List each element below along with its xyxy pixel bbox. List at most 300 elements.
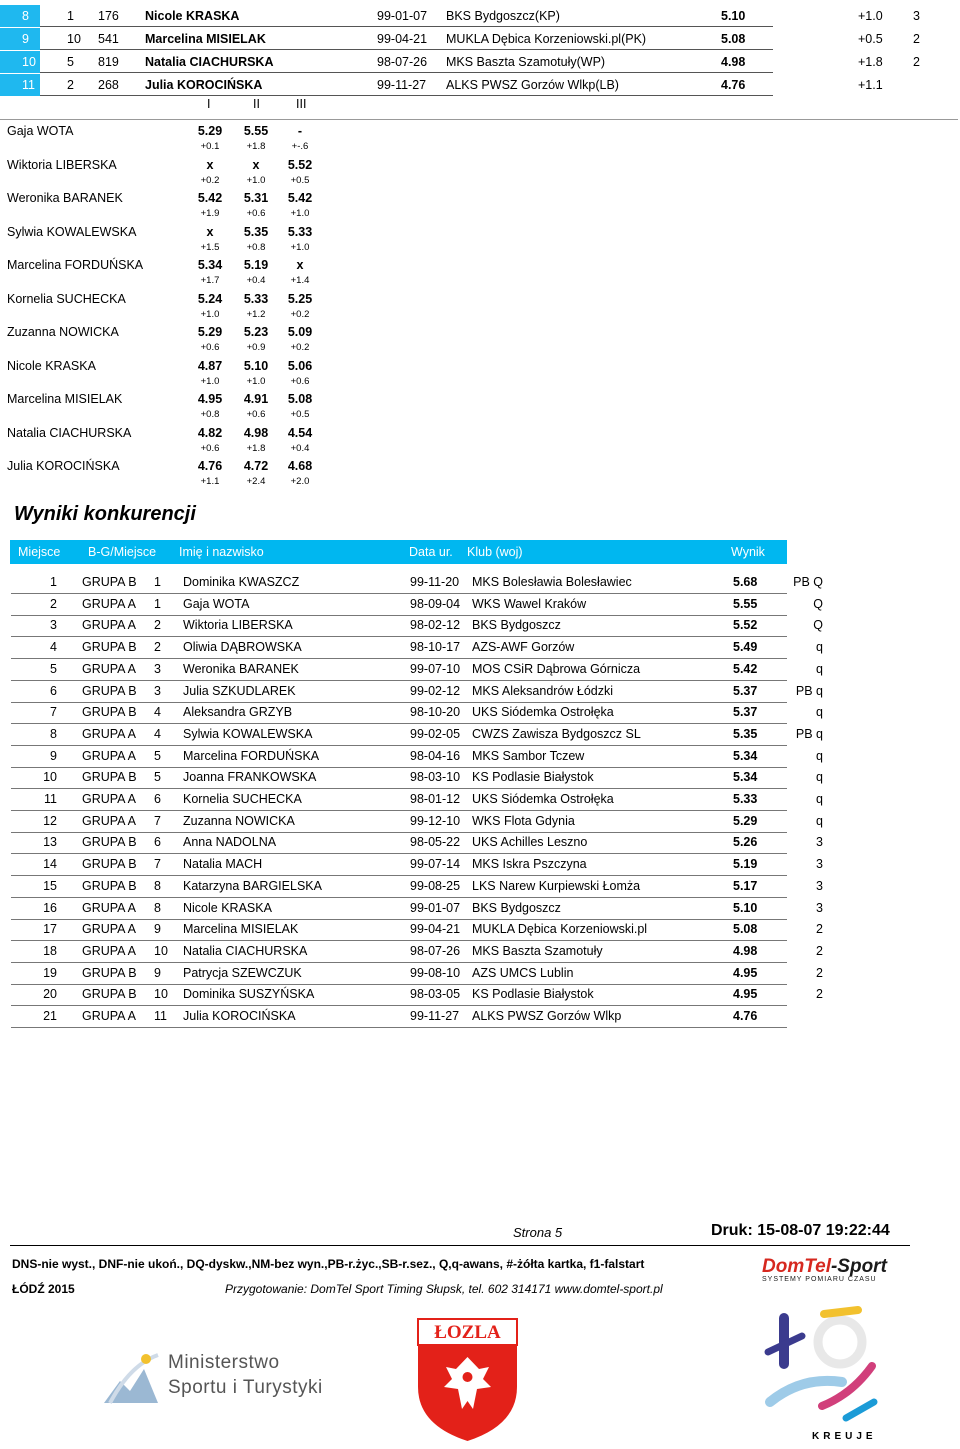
attempt-2-value: 5.35 [243, 224, 269, 239]
top-row-bib: 176 [98, 9, 119, 23]
top-row-place-cell [0, 51, 40, 73]
result-place: 12 [43, 813, 57, 828]
city-year: ŁÓDŹ 2015 [12, 1282, 75, 1296]
result-result: 5.08 [733, 922, 758, 937]
result-gp: 4 [154, 705, 161, 720]
result-name: Kornelia SUCHECKA [183, 792, 302, 806]
result-club: UKS Siódemka Ostrołęka [472, 792, 614, 806]
results-row [11, 767, 823, 789]
attempt-2-value: 4.72 [243, 459, 269, 473]
result-name: Dominika KWASZCZ [183, 575, 300, 589]
result-dob: 99-11-27 [410, 1009, 460, 1023]
result-gp: 6 [154, 835, 161, 850]
result-gp: 7 [154, 813, 161, 828]
result-club: BKS Bydgoszcz [472, 618, 561, 633]
attempt-3-header: III [296, 97, 307, 111]
attempt-1-value: 5.24 [197, 291, 223, 306]
result-result: 5.52 [733, 618, 758, 633]
attempt-athlete-name: Julia KOROCIŃSKA [7, 459, 120, 473]
result-group: GRUPA A [82, 596, 136, 611]
result-note: q [816, 640, 823, 655]
result-note: q [816, 661, 823, 676]
results-row [11, 876, 823, 898]
result-note: Q [813, 618, 823, 633]
result-result: 5.37 [733, 683, 758, 698]
result-result: 4.95 [733, 965, 758, 980]
result-club: MKS Bolesławia Bolesławiec [472, 575, 632, 589]
domtel-logo-part-a: DomTel [762, 1256, 831, 1277]
result-gp: 2 [154, 640, 161, 655]
result-place: 7 [50, 705, 57, 720]
attempt-2-value: 5.10 [243, 358, 269, 373]
top-row-club: MUKLA Dębica Korzeniowski.pl(PK) [446, 32, 647, 46]
results-row [11, 919, 823, 941]
top-row-result: 4.76 [721, 78, 746, 92]
result-name: Weronika BARANEK [183, 661, 299, 676]
results-row [11, 963, 823, 985]
attempt-3-value: 5.08 [287, 392, 313, 406]
top-row-club: ALKS PWSZ Gorzów Wlkp(LB) [446, 78, 619, 92]
top-row-place-cell [0, 28, 40, 50]
attempt-3-wind: +2.0 [290, 476, 310, 487]
result-dob: 99-01-07 [410, 900, 461, 915]
result-club: WKS Flota Gdynia [472, 813, 575, 828]
result-note: 3 [816, 857, 823, 872]
result-place: 4 [50, 640, 57, 655]
results-row [11, 811, 823, 833]
result-dob: 99-11-20 [410, 575, 460, 589]
result-club: LKS Narew Kurpiewski Łomża [472, 878, 641, 893]
result-place: 19 [43, 965, 57, 980]
top-row-dob: 99-01-07 [377, 9, 428, 23]
result-club: AZS-AWF Gorzów [472, 640, 575, 655]
result-group: GRUPA B [82, 835, 137, 850]
attempt-athlete-name: Nicole KRASKA [7, 358, 96, 373]
result-name: Anna NADOLNA [183, 835, 277, 850]
attempts-divider [0, 119, 958, 120]
results-row [11, 659, 823, 681]
result-club: MKS Sambor Tczew [472, 748, 585, 763]
result-dob: 99-02-12 [410, 683, 461, 698]
top-row-line [40, 49, 773, 50]
header-group-place: B-G/Miejsce [88, 545, 157, 559]
result-result: 5.42 [733, 661, 758, 676]
ministry-line-1: Ministerstwo [168, 1352, 280, 1373]
result-dob: 99-12-10 [410, 813, 461, 828]
attempt-athlete-name: Sylwia KOWALEWSKA [7, 224, 137, 239]
attempt-3-value: 5.33 [287, 224, 313, 239]
result-note: 3 [816, 878, 823, 893]
attempt-athlete-name: Kornelia SUCHECKA [7, 291, 126, 306]
top-row-wind: +1.1 [858, 78, 883, 92]
attempt-2-wind: +1.2 [246, 308, 266, 320]
result-dob: 98-01-12 [410, 792, 461, 806]
attempt-3-value: 4.68 [287, 459, 313, 473]
result-result: 5.35 [733, 726, 758, 741]
attempt-2-wind: +0.4 [246, 275, 266, 286]
attempt-athlete-name: Zuzanna NOWICKA [7, 325, 119, 339]
attempt-athlete-name: Gaja WOTA [7, 124, 74, 138]
result-place: 17 [43, 922, 57, 937]
results-row [11, 854, 823, 876]
result-dob: 99-04-21 [410, 922, 461, 937]
attempt-1-wind: +0.1 [200, 141, 220, 152]
result-gp: 9 [154, 922, 161, 937]
result-gp: 10 [154, 987, 168, 1002]
lozla-text: ŁOZLA [434, 1322, 501, 1343]
result-group: GRUPA A [82, 726, 136, 741]
result-note: 2 [816, 943, 823, 958]
result-group: GRUPA A [82, 922, 136, 937]
attempt-1-value: x [206, 157, 214, 172]
result-gp: 9 [154, 965, 161, 980]
domtel-subtitle: SYSTEMY POMIARU CZASU [762, 1276, 877, 1283]
result-club: ALKS PWSZ Gorzów Wlkp [472, 1009, 622, 1023]
result-group: GRUPA A [82, 748, 136, 763]
attempt-athlete-name: Weronika BARANEK [7, 191, 123, 205]
attempt-3-wind: +1.4 [290, 275, 310, 286]
result-note: 2 [816, 987, 823, 1002]
legend: DNS-nie wyst., DNF-nie ukoń., DQ-dyskw.,NM-bez wyn.,PB-r.życ.,SB-r.sez., Q,q-awans, #-żółta kartka, f1-falstart [12, 1257, 645, 1271]
top-row-place: 8 [22, 9, 29, 23]
result-gp: 5 [154, 770, 161, 785]
top-row-bib: 541 [98, 32, 119, 46]
results-row [11, 984, 823, 1006]
attempt-athlete-name: Marcelina FORDUŃSKA [7, 258, 144, 272]
result-dob: 99-07-14 [410, 857, 461, 872]
attempt-athlete-name: Natalia CIACHURSKA [7, 425, 132, 440]
result-note: 2 [816, 965, 823, 980]
top-row-bib: 819 [98, 55, 119, 69]
top-row-group-place: 1 [67, 9, 74, 23]
results-row [11, 898, 823, 920]
result-name: Gaja WOTA [183, 596, 250, 611]
attempt-3-wind: +0.6 [290, 375, 310, 387]
result-club: BKS Bydgoszcz [472, 900, 561, 915]
results-row [11, 832, 823, 854]
ministry-logo [100, 1345, 162, 1412]
result-group: GRUPA A [82, 900, 136, 915]
attempt-3-value: 5.06 [287, 358, 313, 373]
result-place: 14 [43, 857, 57, 872]
attempt-2-value: 4.98 [243, 425, 269, 440]
print-time: Druk: 15-08-07 19:22:44 [711, 1222, 890, 1239]
attempt-2-wind: +0.6 [246, 208, 266, 219]
result-result: 5.29 [733, 813, 758, 828]
attempt-2-value: 5.55 [243, 124, 269, 138]
result-dob: 98-10-17 [410, 640, 461, 655]
attempt-1-value: 5.34 [197, 258, 223, 272]
attempt-2-value: 5.23 [243, 325, 269, 339]
attempt-1-wind: +0.6 [200, 342, 220, 353]
result-club: UKS Achilles Leszno [472, 835, 588, 850]
result-gp: 7 [154, 857, 161, 872]
result-gp: 4 [154, 726, 161, 741]
result-result: 5.17 [733, 878, 758, 893]
result-club: MUKLA Dębica Korzeniowski.pl [472, 922, 648, 937]
result-dob: 98-04-16 [410, 748, 461, 763]
result-gp: 3 [154, 683, 161, 698]
result-note: Q [813, 596, 823, 611]
result-name: Oliwia DĄBROWSKA [183, 640, 302, 655]
attempt-3-wind: +-.6 [291, 141, 309, 152]
result-name: Zuzanna NOWICKA [183, 813, 295, 828]
attempt-1-wind: +1.0 [200, 375, 220, 387]
result-dob: 99-08-25 [410, 878, 461, 893]
attempt-3-value: 5.42 [287, 191, 313, 205]
attempt-2-value: 4.91 [243, 392, 269, 406]
result-result: 5.34 [733, 748, 758, 763]
result-place: 9 [50, 748, 57, 763]
result-club: KS Podlasie Białystok [472, 770, 594, 785]
result-result: 5.49 [733, 640, 758, 655]
result-group: GRUPA B [82, 878, 137, 893]
result-note: 3 [816, 900, 823, 915]
result-name: Aleksandra GRZYB [183, 705, 293, 720]
result-note: q [816, 705, 823, 720]
header-dob: Data ur. [409, 545, 453, 559]
result-note: 2 [816, 922, 823, 937]
top-row-name: Julia KOROCIŃSKA [145, 78, 263, 92]
attempt-1-header: I [207, 97, 211, 111]
top-row-result: 4.98 [721, 55, 746, 69]
result-group: GRUPA B [82, 857, 137, 872]
results-row [11, 724, 823, 746]
attempt-1-value: 5.42 [197, 191, 223, 205]
result-name: Sylwia KOWALEWSKA [183, 726, 313, 741]
results-row [11, 681, 823, 703]
result-note: q [816, 748, 823, 763]
top-row-group-place: 2 [67, 78, 74, 92]
result-result: 5.34 [733, 770, 758, 785]
result-name: Julia SZKUDLAREK [183, 683, 296, 698]
attempt-2-value: 5.31 [243, 191, 269, 205]
result-note: q [816, 813, 823, 828]
result-place: 21 [43, 1009, 57, 1023]
attempt-2-value: 5.19 [243, 258, 269, 272]
result-club: UKS Siódemka Ostrołęka [472, 705, 614, 720]
attempt-3-wind: +0.5 [290, 409, 310, 420]
result-club: WKS Wawel Kraków [472, 596, 587, 611]
result-result: 5.37 [733, 705, 758, 720]
attempt-1-value: 4.87 [197, 358, 223, 373]
result-club: MOS CSiR Dąbrowa Górnicza [472, 661, 641, 676]
result-gp: 11 [154, 1009, 167, 1023]
result-dob: 99-08-10 [410, 965, 461, 980]
result-club: MKS Baszta Szamotuły [472, 943, 603, 958]
result-place: 10 [43, 770, 57, 785]
top-row-place: 11 [22, 78, 35, 92]
top-row-place-cell [0, 5, 40, 27]
top-row-line [40, 72, 773, 73]
results-row [11, 702, 823, 724]
attempt-2-wind: +2.4 [246, 476, 266, 487]
result-group: GRUPA B [82, 640, 137, 655]
attempt-3-value: - [297, 124, 303, 138]
top-row-club: MKS Baszta Szamotuły(WP) [446, 55, 606, 69]
top-row-wind: +1.0 [858, 9, 883, 23]
result-gp: 2 [154, 618, 161, 633]
lozla-crest [416, 1317, 519, 1443]
result-dob: 99-07-10 [410, 661, 461, 676]
result-place: 3 [50, 618, 57, 633]
result-group: GRUPA A [82, 943, 136, 958]
result-gp: 5 [154, 748, 161, 763]
top-row-result: 5.08 [721, 32, 746, 46]
result-result: 5.68 [733, 575, 758, 589]
attempt-1-wind: +0.6 [200, 442, 220, 454]
result-name: Natalia MACH [183, 857, 263, 872]
attempt-1-wind: +0.2 [200, 174, 220, 186]
attempt-1-value: 4.82 [197, 425, 223, 440]
result-group: GRUPA A [82, 1009, 136, 1023]
result-gp: 10 [154, 943, 168, 958]
attempt-2-wind: +0.9 [246, 342, 266, 353]
result-note: 3 [816, 835, 823, 850]
top-row-group-place: 5 [67, 55, 74, 69]
result-club: CWZS Zawisza Bydgoszcz SL [472, 726, 641, 741]
top-row-pts: 3 [913, 9, 920, 23]
result-group: GRUPA B [82, 683, 137, 698]
attempt-2-wind: +0.8 [246, 241, 266, 253]
top-row-name: Marcelina MISIELAK [145, 32, 266, 46]
top-row-result: 5.10 [721, 9, 746, 23]
results-row [11, 746, 823, 768]
result-group: GRUPA A [82, 813, 136, 828]
result-place: 13 [43, 835, 57, 850]
result-gp: 8 [154, 900, 161, 915]
result-club: AZS UMCS Lublin [472, 965, 574, 980]
result-name: Dominika SUSZYŃSKA [183, 987, 315, 1002]
result-gp: 1 [154, 575, 161, 589]
result-dob: 99-02-05 [410, 726, 461, 741]
top-row-name: Nicole KRASKA [145, 9, 240, 23]
result-gp: 8 [154, 878, 161, 893]
result-group: GRUPA B [82, 705, 137, 720]
attempt-3-value: 4.54 [287, 425, 313, 440]
result-result: 5.10 [733, 900, 758, 915]
top-row-line [40, 95, 773, 96]
ministry-line-2: Sportu i Turystyki [168, 1377, 323, 1398]
result-place: 20 [43, 987, 57, 1002]
result-name: Wiktoria LIBERSKA [183, 618, 293, 633]
top-row-wind: +1.8 [858, 55, 883, 69]
result-dob: 98-07-26 [410, 943, 461, 958]
attempt-1-wind: +0.8 [200, 409, 220, 420]
attempt-2-wind: +1.0 [246, 375, 266, 387]
result-group: GRUPA B [82, 987, 137, 1002]
header-club: Klub (woj) [467, 545, 523, 559]
attempt-1-value: 4.95 [197, 392, 223, 406]
attempt-3-wind: +0.2 [290, 342, 310, 353]
top-row-wind: +0.5 [858, 32, 883, 46]
result-note: q [816, 792, 823, 806]
results-row [11, 1006, 787, 1028]
results-row [11, 615, 823, 637]
result-result: 5.19 [733, 857, 758, 872]
result-note: PB Q [793, 575, 823, 589]
footer-divider [10, 1245, 910, 1246]
result-name: Patrycja SZEWCZUK [183, 965, 302, 980]
result-dob: 98-10-20 [410, 705, 461, 720]
top-row-place-cell [0, 74, 40, 96]
attempt-1-wind: +1.9 [200, 208, 220, 219]
attempt-2-wind: +1.0 [246, 174, 266, 186]
attempt-athlete-name: Marcelina MISIELAK [7, 392, 123, 406]
result-note: PB q [795, 726, 823, 741]
top-row-dob: 98-07-26 [377, 55, 428, 69]
attempt-2-value: x [252, 157, 260, 172]
result-result: 5.26 [733, 835, 758, 850]
top-row-line [40, 26, 773, 27]
attempt-2-wind: +0.6 [246, 409, 266, 420]
prepared-by: Przygotowanie: DomTel Sport Timing Słupsk, tel. 602 314171 www.domtel-sport.pl [225, 1282, 663, 1296]
result-name: Nicole KRASKA [183, 900, 272, 915]
result-group: GRUPA B [82, 770, 137, 785]
top-row-place: 10 [22, 55, 36, 69]
result-name: Marcelina FORDUŃSKA [183, 748, 320, 763]
results-row [11, 594, 823, 616]
result-place: 1 [50, 575, 57, 589]
results-row [11, 637, 823, 659]
result-name: Marcelina MISIELAK [183, 922, 299, 937]
result-dob: 98-03-05 [410, 987, 461, 1002]
result-place: 5 [50, 661, 57, 676]
top-row-dob: 99-11-27 [377, 78, 427, 92]
result-place: 6 [50, 683, 57, 698]
attempt-1-wind: +1.1 [200, 476, 220, 487]
result-gp: 1 [154, 596, 161, 611]
attempt-3-value: 5.25 [287, 291, 313, 306]
attempt-3-wind: +0.5 [290, 174, 310, 186]
results-row [11, 572, 823, 594]
result-place: 2 [50, 596, 57, 611]
result-dob: 98-05-22 [410, 835, 461, 850]
attempt-1-value: 4.76 [197, 459, 223, 473]
attempt-athlete-name: Wiktoria LIBERSKA [7, 157, 117, 172]
lodz-kreuje-logo [762, 1306, 892, 1446]
attempt-3-wind: +0.4 [290, 442, 310, 454]
result-result: 4.95 [733, 987, 758, 1002]
result-group: GRUPA A [82, 618, 136, 633]
attempt-1-value: 5.29 [197, 325, 223, 339]
attempt-1-value: x [206, 224, 214, 239]
attempt-2-header: II [253, 97, 260, 111]
attempt-1-wind: +1.7 [200, 275, 220, 286]
header-place: Miejsce [18, 545, 61, 559]
result-group: GRUPA A [82, 661, 136, 676]
attempt-3-value: 5.09 [287, 325, 313, 339]
results-header [10, 540, 787, 564]
section-title: Wyniki konkurencji [14, 503, 196, 525]
result-result: 4.98 [733, 943, 758, 958]
page-number: Strona 5 [513, 1225, 563, 1240]
lodz-kreuje-text: KREUJE [812, 1431, 877, 1442]
attempt-2-wind: +1.8 [246, 141, 266, 152]
result-name: Julia KOROCIŃSKA [183, 1009, 296, 1023]
top-row [0, 74, 883, 96]
results-row [11, 789, 823, 811]
result-dob: 98-03-10 [410, 770, 461, 785]
domtel-logo-part-b: -Sport [830, 1256, 887, 1277]
top-row-bib: 268 [98, 78, 119, 92]
attempt-3-wind: +1.0 [290, 208, 310, 219]
top-row-place: 9 [22, 32, 29, 46]
domtel-logo [762, 1256, 912, 1283]
result-name: Natalia CIACHURSKA [183, 943, 308, 958]
attempt-1-wind: +1.0 [200, 308, 220, 320]
attempt-1-value: 5.29 [197, 124, 223, 138]
